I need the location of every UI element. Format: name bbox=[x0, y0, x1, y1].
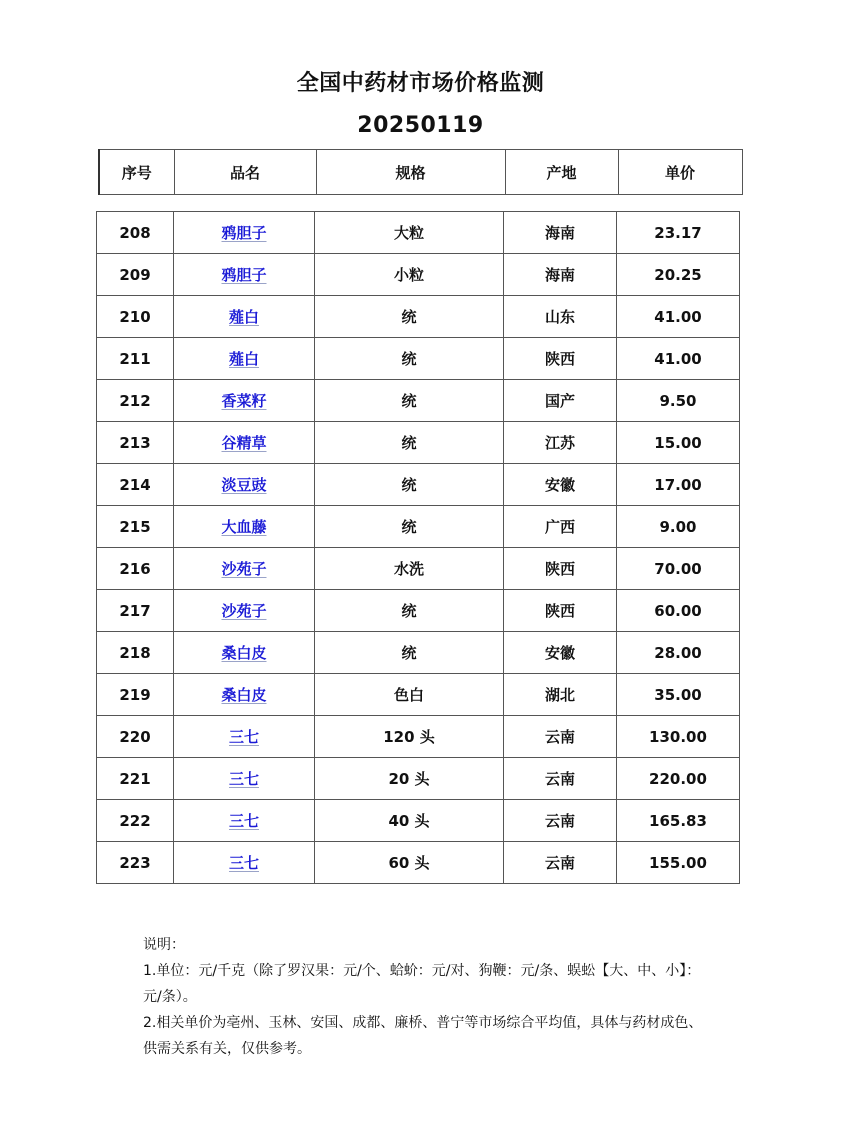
cell-price: 28.00 bbox=[617, 632, 740, 674]
cell-spec: 统 bbox=[315, 296, 504, 338]
table-row bbox=[97, 338, 740, 380]
notes bbox=[143, 932, 703, 1062]
table-row bbox=[97, 842, 740, 884]
report-date: 20250119 bbox=[357, 113, 484, 138]
cell-price: 41.00 bbox=[617, 338, 740, 380]
cell-price: 23.17 bbox=[617, 212, 740, 254]
table-row bbox=[97, 800, 740, 842]
column-header-price: 单价 bbox=[618, 150, 742, 195]
cell-no: 217 bbox=[97, 590, 174, 632]
cell-no: 221 bbox=[97, 758, 174, 800]
cell-name bbox=[174, 842, 315, 884]
cell-name bbox=[174, 758, 315, 800]
table-row bbox=[97, 548, 740, 590]
cell-name bbox=[174, 296, 315, 338]
table-row bbox=[97, 716, 740, 758]
herb-name-link[interactable]: 薤白 bbox=[228, 308, 259, 326]
column-header-name: 品名 bbox=[174, 150, 316, 195]
cell-name bbox=[174, 632, 315, 674]
page-title: 全国中药材市场价格监测 bbox=[296, 71, 545, 96]
cell-price: 60.00 bbox=[617, 590, 740, 632]
cell-name bbox=[174, 254, 315, 296]
cell-no: 213 bbox=[97, 422, 174, 464]
cell-name bbox=[174, 716, 315, 758]
column-header-origin: 产地 bbox=[505, 150, 618, 195]
cell-name bbox=[174, 422, 315, 464]
herb-name-link[interactable]: 三七 bbox=[228, 812, 259, 830]
table-row bbox=[97, 674, 740, 716]
cell-price: 165.83 bbox=[617, 800, 740, 842]
cell-name bbox=[174, 506, 315, 548]
table-row bbox=[97, 254, 740, 296]
column-header-spec: 规格 bbox=[316, 150, 505, 195]
cell-name bbox=[174, 380, 315, 422]
cell-spec: 统 bbox=[315, 506, 504, 548]
cell-name bbox=[174, 464, 315, 506]
table-row bbox=[97, 590, 740, 632]
cell-no: 218 bbox=[97, 632, 174, 674]
cell-price: 9.50 bbox=[617, 380, 740, 422]
table-row bbox=[97, 632, 740, 674]
cell-price: 35.00 bbox=[617, 674, 740, 716]
cell-origin: 广西 bbox=[504, 506, 617, 548]
cell-no: 210 bbox=[97, 296, 174, 338]
herb-name-link[interactable]: 沙苑子 bbox=[221, 602, 267, 620]
cell-name bbox=[174, 212, 315, 254]
cell-origin: 安徽 bbox=[504, 632, 617, 674]
cell-spec: 统 bbox=[315, 464, 504, 506]
cell-origin: 云南 bbox=[504, 758, 617, 800]
cell-price: 15.00 bbox=[617, 422, 740, 464]
herb-name-link[interactable]: 桑白皮 bbox=[221, 686, 267, 704]
cell-origin: 江苏 bbox=[504, 422, 617, 464]
cell-name bbox=[174, 548, 315, 590]
cell-price: 130.00 bbox=[617, 716, 740, 758]
table-row bbox=[97, 212, 740, 254]
herb-name-link[interactable]: 谷精草 bbox=[221, 434, 267, 452]
cell-no: 219 bbox=[97, 674, 174, 716]
price-table bbox=[96, 211, 740, 884]
cell-spec: 60 头 bbox=[315, 842, 504, 884]
cell-price: 41.00 bbox=[617, 296, 740, 338]
cell-spec: 统 bbox=[315, 422, 504, 464]
cell-spec: 色白 bbox=[315, 674, 504, 716]
cell-origin: 湖北 bbox=[504, 674, 617, 716]
table-row bbox=[97, 464, 740, 506]
cell-price: 20.25 bbox=[617, 254, 740, 296]
herb-name-link[interactable]: 大血藤 bbox=[221, 518, 267, 536]
notes-heading: 说明： bbox=[143, 937, 185, 953]
cell-name bbox=[174, 674, 315, 716]
cell-origin: 国产 bbox=[504, 380, 617, 422]
cell-no: 216 bbox=[97, 548, 174, 590]
cell-no: 222 bbox=[97, 800, 174, 842]
cell-spec: 统 bbox=[315, 632, 504, 674]
herb-name-link[interactable]: 鸦胆子 bbox=[221, 266, 267, 284]
herb-name-link[interactable]: 三七 bbox=[228, 770, 259, 788]
notes-line-1: 1.单位：元/千克（除了罗汉果：元/个、蛤蚧：元/对、狗鞭：元/条、蜈蚣【大、中、小】：元/条）。 bbox=[143, 963, 701, 1005]
cell-spec: 统 bbox=[315, 338, 504, 380]
column-header-no: 序号 bbox=[99, 150, 174, 195]
cell-origin: 云南 bbox=[504, 800, 617, 842]
cell-price: 220.00 bbox=[617, 758, 740, 800]
table-row bbox=[97, 506, 740, 548]
cell-origin: 陕西 bbox=[504, 590, 617, 632]
cell-price: 17.00 bbox=[617, 464, 740, 506]
herb-name-link[interactable]: 三七 bbox=[228, 854, 259, 872]
table-row bbox=[97, 758, 740, 800]
cell-no: 209 bbox=[97, 254, 174, 296]
cell-no: 220 bbox=[97, 716, 174, 758]
herb-name-link[interactable]: 桑白皮 bbox=[221, 644, 267, 662]
cell-no: 212 bbox=[97, 380, 174, 422]
cell-price: 9.00 bbox=[617, 506, 740, 548]
table-row bbox=[97, 422, 740, 464]
cell-spec: 120 头 bbox=[315, 716, 504, 758]
cell-price: 155.00 bbox=[617, 842, 740, 884]
cell-origin: 云南 bbox=[504, 716, 617, 758]
cell-no: 223 bbox=[97, 842, 174, 884]
cell-origin: 海南 bbox=[504, 212, 617, 254]
cell-origin: 安徽 bbox=[504, 464, 617, 506]
cell-price: 70.00 bbox=[617, 548, 740, 590]
herb-name-link[interactable]: 淡豆豉 bbox=[221, 476, 267, 494]
cell-no: 208 bbox=[97, 212, 174, 254]
herb-name-link[interactable]: 薤白 bbox=[228, 350, 259, 368]
herb-name-link[interactable]: 香菜籽 bbox=[221, 392, 267, 410]
cell-name bbox=[174, 800, 315, 842]
cell-origin: 山东 bbox=[504, 296, 617, 338]
cell-no: 214 bbox=[97, 464, 174, 506]
notes-line-2: 2.相关单价为亳州、玉林、安国、成都、廉桥、普宁等市场综合平均值，具体与药材成色、供需关系有关，仅供参考。 bbox=[143, 1015, 703, 1057]
cell-spec: 40 头 bbox=[315, 800, 504, 842]
cell-spec: 20 头 bbox=[315, 758, 504, 800]
cell-spec: 大粒 bbox=[315, 212, 504, 254]
herb-name-link[interactable]: 鸦胆子 bbox=[221, 224, 267, 242]
cell-spec: 水洗 bbox=[315, 548, 504, 590]
cell-spec: 小粒 bbox=[315, 254, 504, 296]
cell-no: 215 bbox=[97, 506, 174, 548]
cell-name bbox=[174, 338, 315, 380]
herb-name-link[interactable]: 沙苑子 bbox=[221, 560, 267, 578]
cell-origin: 云南 bbox=[504, 842, 617, 884]
table-row bbox=[97, 296, 740, 338]
table-header bbox=[98, 149, 743, 195]
cell-spec: 统 bbox=[315, 380, 504, 422]
cell-origin: 陕西 bbox=[504, 548, 617, 590]
table-row bbox=[97, 380, 740, 422]
cell-no: 211 bbox=[97, 338, 174, 380]
cell-origin: 陕西 bbox=[504, 338, 617, 380]
cell-spec: 统 bbox=[315, 590, 504, 632]
cell-name bbox=[174, 590, 315, 632]
herb-name-link[interactable]: 三七 bbox=[228, 728, 259, 746]
cell-origin: 海南 bbox=[504, 254, 617, 296]
